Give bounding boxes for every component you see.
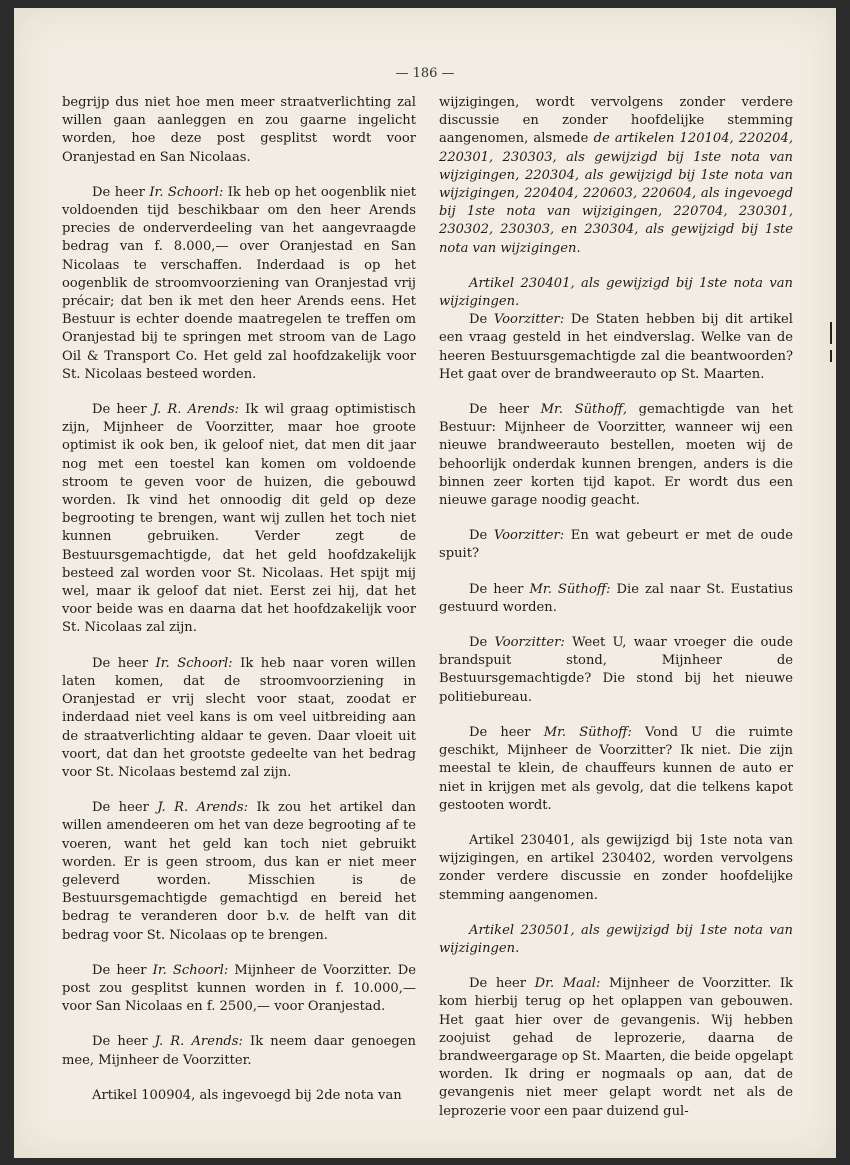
margin-mark [830, 322, 832, 344]
speaker-name: Mr. Süthoff, [540, 402, 628, 418]
paragraph: De heer J. R. Arends: Ik wil graag optimistisch zijn, Mijnheer de Voorzitter, maar hoe groote optimist ik ook ben, ik geloof niet, dat men dit jaar nog met een toestel kan komen om voldoende stroom te geven voor de huizen, die gebouwd worden. Ik vind het onnoodig dit geld op deze begrooting te brengen, want wij zullen het toch niet kunnen gebruiken. Verder zegt de Bestuursgemachtigde, dat het geld hoofdzakelijk besteed zal worden voor St. Nicolaas. Het spijt mij wel, maar ik geloof dat niet. Eerst zei hij, dat het voor beide was en daarna dat het hoofdzakelijk voor St. Nicolaas zal zijn. [62, 402, 416, 636]
paragraph-continuation: wijzigingen, wordt vervolgens zonder verdere discussie en zonder hoofdelijke stemming aangenomen, alsmede de artikelen 120104, 220204, 220301, 230303, als gewijzigd bij 1ste nota van wijzigingen, 220304, als gewijzigd bij 1ste nota van wijzigingen, 220404, 220603, 220604, als ingevoegd bij 1ste nota van wijzigingen, 220704, 230301, 230302, 230303, en 230304, als gewijzigd bij 1ste nota van wijzigingen. [439, 95, 793, 256]
paragraph: De Voorzitter: De Staten hebben bij dit artikel een vraag gesteld in het eindverslag. Welke van de heeren Bestuursgemachtigde zal die beantwoorden? Het gaat over de brandweerauto op St. Maarten. [439, 312, 793, 382]
paragraph: De heer J. R. Arends: Ik zou het artikel dan willen amendeeren om het van deze begrooting af te voeren, want het geld kan toch niet gebruikt worden. Er is geen stroom, dus kan er niet meer geleverd worden. Misschien is de Bestuursgemachtigde gemachtigd en bereid het bedrag te veranderen door b.v. de helft van dit bedrag voor St. Nicolaas op te brengen. [62, 800, 416, 943]
paragraph: Artikel 100904, als ingevoegd bij 2de nota van [92, 1087, 402, 1103]
speaker-name: Voorzitter: [493, 312, 565, 328]
page-number: — 186 — [395, 66, 455, 81]
paragraph: De heer Ir. Schoorl: Mijnheer de Voorzitter. De post zou gesplitst kunnen worden in f. 10.000,— voor San Nicolaas en f. 2500,— voor Oranjestad. [62, 962, 416, 1015]
paragraph: De heer Dr. Maal: Mijnheer de Voorzitter. Ik kom hierbij terug op het oplappen van gebouwen. Het gaat hier over de gevangenis. Wij hebben zoojuist gehad de leprozerie, daarna de brandweergarage op St. Maarten, die beide opgelapt worden. Ik dring er nogmaals op aan, dat de gevangenis niet meer gelapt wordt net als de leprozerie voor een paar duizend gul- [439, 976, 793, 1119]
paragraph: De heer Mr. Süthoff: Vond U die ruimte geschikt, Mijnheer de Voorzitter? Ik niet. Die zijn meestal te klein, de chauffeurs kunnen de auto er niet in krijgen met als gevolg, dat die telkens kapot gestooten wordt. [439, 724, 793, 813]
left-column [62, 94, 416, 1105]
speaker-name: Dr. Maal: [534, 976, 601, 992]
speaker-name: J. R. Arends: [154, 1034, 243, 1050]
speaker-name: Mr. Süthoff: [543, 724, 632, 740]
speaker-name: Ir. Schoorl: [149, 184, 224, 200]
speaker-name: Voorzitter: [494, 635, 565, 651]
paragraph: De Voorzitter: En wat gebeurt er met de oude spuit? [439, 528, 793, 562]
speaker-name: Ir. Schoorl: [155, 655, 233, 671]
paragraph: Artikel 230401, als gewijzigd bij 1ste nota van wijzigingen, en artikel 230402, worden vervolgens zonder verdere discussie en zonder hoofdelijke stemming aangenomen. [439, 832, 793, 903]
paragraph: begrijp dus niet hoe men meer straatverlichting zal willen gaan aanleggen en zou gaarne ingelicht worden, hoe deze post gesplitst wordt voor Oranjestad en San Nicolaas. [62, 95, 416, 165]
speaker-name: J. R. Arends: [152, 402, 239, 418]
right-column [439, 94, 793, 1121]
margin-mark [830, 350, 832, 362]
paragraph: De heer Ir. Schoorl: Ik heb naar voren willen laten komen, dat de stroomvoorziening in Oranjestad er vrij slecht voor staat, zoodat er inderdaad niet veel kans is om veel uitbreiding aan de straatverlichting aldaar te geven. Daar vloeit uit voort, dat dan het grootste gedeelte van het bedrag voor St. Nicolaas bestemd zal zijn. [62, 655, 416, 780]
paragraph: De heer Mr. Süthoff, gemachtigde van het Bestuur: Mijnheer de Voorzitter, wanneer wij een nieuwe brandweerauto bestellen, moeten wij de behoorlijk onderdak kunnen brengen, anders is die binnen zeer korten tijd kapot. Er wordt dus een nieuwe garage noodig geacht. [439, 402, 793, 509]
speaker-name: Mr. Süthoff: [529, 581, 611, 597]
paragraph: De Voorzitter: Weet U, waar vroeger die oude brandspuit stond, Mijnheer de Bestuursgemachtigde? Die stond bij het nieuwe politiebureau. [439, 635, 793, 705]
article-heading: Artikel 230401, als gewijzigd bij 1ste nota van wijzigingen. [439, 275, 793, 310]
paragraph: De heer Mr. Süthoff: Die zal naar St. Eustatius gestuurd worden. [439, 581, 794, 615]
article-heading: Artikel 230501, als gewijzigd bij 1ste nota van wijzigingen. [439, 922, 793, 956]
paragraph: De heer J. R. Arends: Ik neem daar genoegen mee, Mijnheer de Voorzitter. [62, 1034, 416, 1068]
paragraph: De heer Ir. Schoorl: Ik heb op het oogenblik niet voldoenden tijd beschikbaar om den heer Arends precies de onderverdeeling van het aangevraagde bedrag van f. 8.000,— over Oranjestad en San Nicolaas te verschaffen. Inderdaad is op het oogenblik de stroomvoorziening van Oranjestad vrij précair; dat ben ik met den heer Arends eens. Het Bestuur is echter doende maatregelen te treffen om Oranjestad bij te springen met stroom van de Lago Oil & Transport Co. Het geld zal hoofdzakelijk voor St. Nicolaas besteed worden. [62, 184, 416, 382]
speaker-name: Voorzitter: [493, 528, 565, 544]
speaker-name: Ir. Schoorl: [152, 962, 229, 978]
speaker-name: J. R. Arends: [157, 800, 249, 816]
